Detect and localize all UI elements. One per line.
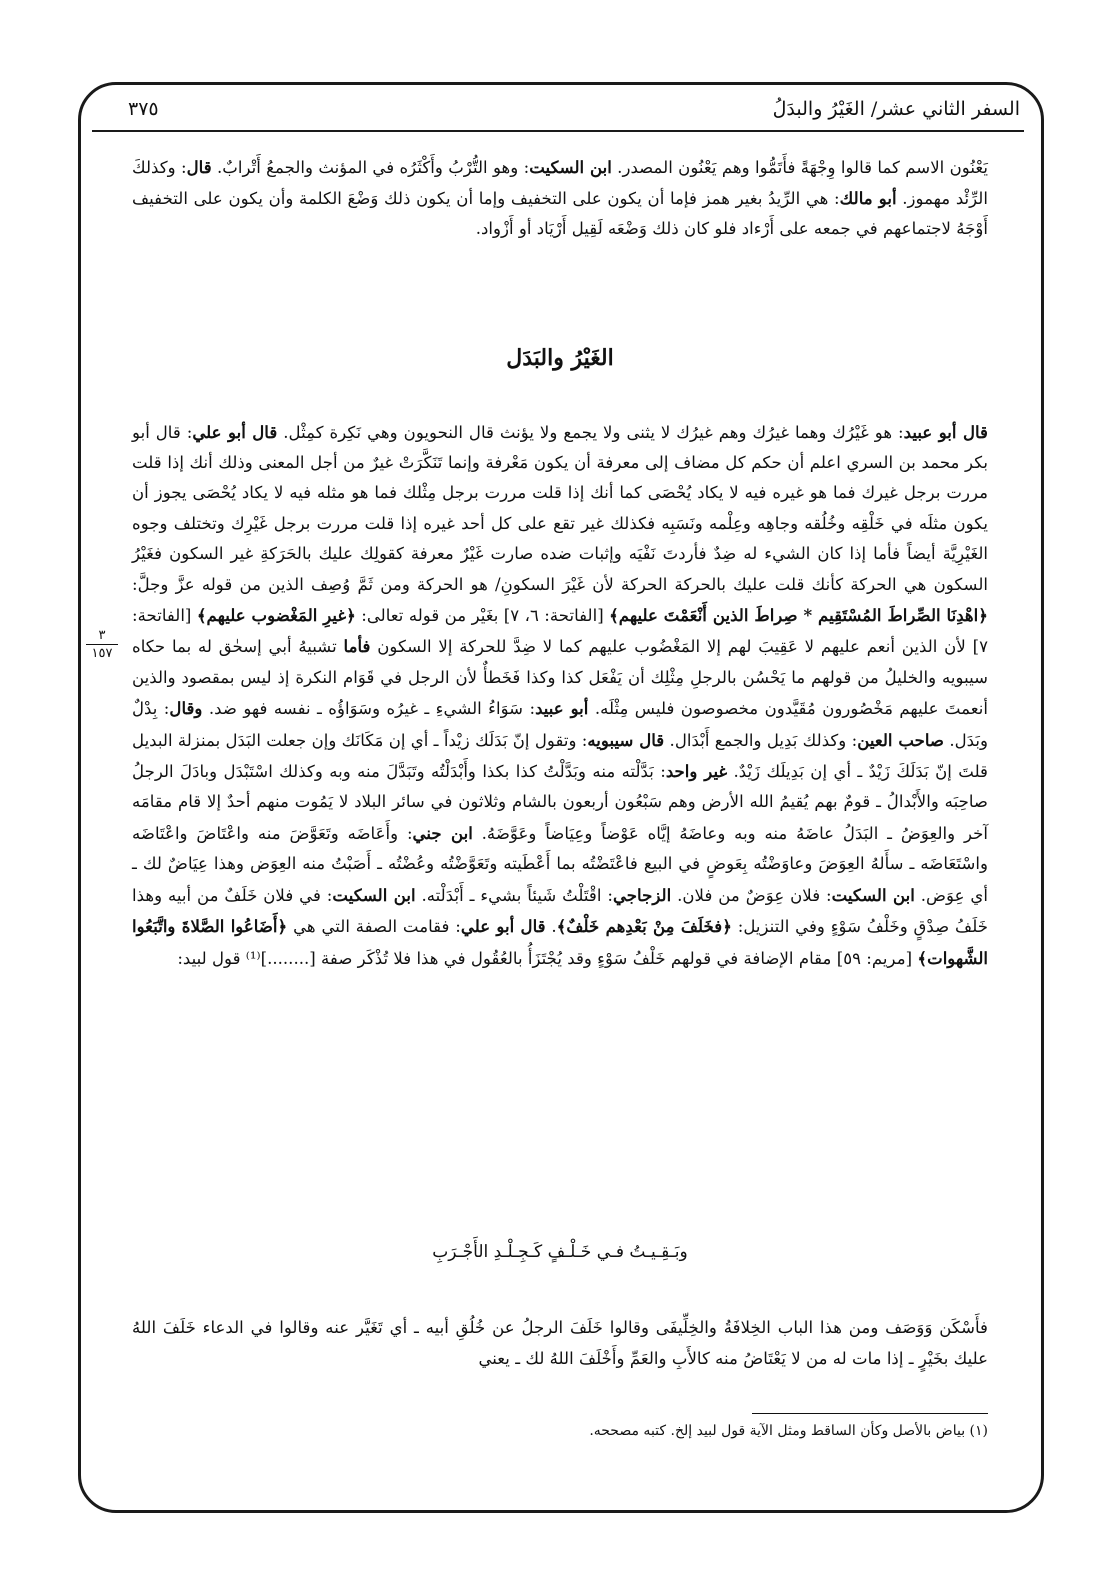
footnote-rule <box>752 1413 988 1414</box>
text-run: : وأَعَاضَه وتَعَوَّضَ منه واعْتَاضَ واعْتَاضَه واسْتَعَاضَه ـ سأَلهُ العِوَضَ وعاوَضْتُه بِعَوضٍ في البيع فاعْتَضْتُه بما أَعْطَيته وتَعَوَّضْتُه وعُضْتُه ـ أَصَبْتُ منه العِوَض وهذا عِيَاضٌ لك ـ أي عِوَض. <box>132 823 989 905</box>
text-run: [الفاتحة: ٦، ٧] بغَيْر من قوله تعالى: <box>355 606 610 626</box>
text-run: : وتقول إنّ بَدَلَك زيْداً ـ أي إن مَكَانَك وإن جعلت البَدَل بمنزلة البديل قلتَ إنّ بَدَلَكَ زَيْدٌ ـ أي إن بَدِيلَك زَيْدٌ. <box>132 730 988 782</box>
bold-term: قال أبو علي <box>460 916 546 937</box>
bold-term: ﴿أَضَاعُوا الصَّلاةَ واتَّبَعُوا الشَّهوات﴾ <box>132 916 988 968</box>
bold-term: ﴿فخَلَفَ مِنْ بَعْدِهم خَلْفٌ﴾ <box>556 916 732 937</box>
closing-paragraph-text <box>132 1312 988 1374</box>
text-run: : فقامت الصفة التي هي <box>287 917 461 937</box>
text-run: : وكذلك بَدِيل والجمع أَبْدَال. <box>664 730 858 750</box>
bold-term: الزجاجي <box>612 884 672 905</box>
main-body <box>132 400 988 991</box>
bold-term: ابن السكيت <box>831 884 915 905</box>
bold-term: قال <box>186 157 212 177</box>
text-run: . <box>545 917 557 937</box>
text-run: تشبيهُ أبي إسحٰق له بما حكاه سيبويه والخليلُ من قولهم ما يَحْسُن بالرجلِ مِثْلِك أن يَفْعَل كذا وكذا فَخَطأٌ لأن الرجل في قَوَام النكرة إذ ليس بمقصود والذين أنعمتَ عليهم مَخْصُورون مُقَيَّدون مخصوصون فليس مِثْلَه. <box>132 637 988 719</box>
footnote: (١) بياض بالأصل وكأن الساقط ومثل الآية قول لبيد إلخ. كتبه مصححه. <box>589 1423 988 1439</box>
bold-term: أبو مالك <box>839 188 897 208</box>
text-run: : هي الرِّيدُ بغير همز فإما أن يكون على التخفيف وإما أن يكون ذلك وَضْعَ الكلمة وأن يكون على التخفيف أَوْجَهُ لاجتماعهم في جمعه على أَرْءاد فلو كان ذلك وَضْعَه لَقِيل أَرْيَاد أو أَزْواد. <box>132 189 988 238</box>
text-run: [مريم: ٥٩] مقام الإضافة في قولهم خَلْفُ سَوْءٍ وقد يُجْتَزَأُ بالعُقُول في هذا فلا تُذْكَر صفة [........] <box>260 948 918 968</box>
text-run: : قال أبو بكر محمد بن السري اعلم أن حكم كل مضاف إلى معرفة أن يكون مَعْرفة وإنما تَنَكَّرَتْ غيرٌ من أجل المعنى وذلك أنك إذا قلت مررت برجل غيرك فما هو غيره فيه لا يكاد يُحْصَى كما أنك إذا قلت مررت برجل مِثْلك فما هو مثله فيه لا يكاد يُحْصَى يجوز أن يكون مثلَه في خَلْقِه وخُلُقه وجاهِه وعِلْمه ونَسَبِه فكذلك غير تقع على كل أحد غيره إذا قلت مررت برجل غَيْرِك وتختلف وجوه الغَيْرِيَّة أيضاً فأما إذا كان الشيء له ضِدٌ فأردتَ نَفْيَه وإثبات ضده صارت غَيْرٌ معرفة كقولِك عليك بالحَرَكةِ غير السكون فغَيْرُ السكون هي الحركة كأنك قلت عليك بالحركة الحركة لأن غَيْرَ السكونِ/ هو الحركة ومن ثَمَّ وُصِف الذين من قوله عزَّ وجلَّ: <box>132 422 988 594</box>
bold-term: ابن جني <box>412 822 473 843</box>
margin-ref-bottom: ١٥٧ <box>91 646 113 661</box>
text-run: : فلان عِوَضٌ من فلان. <box>671 885 832 905</box>
text-run: : في فلان خَلَفٌ من أبيه وهذا خَلَفُ صِدْقٍ وخَلْفُ سَوْءٍ وفي التنزيل: <box>132 885 988 937</box>
text-run: : سَوَاءُ الشيءِ ـ غيرُه وسَوَاؤُه ـ نفسه فهو ضد. <box>202 699 536 719</box>
bold-term: قال أبو عبيد <box>903 421 988 442</box>
text-run: : وهو التُّرْبُ وأَكْثَرُه في المؤنث والجمعُ أَتْرابٌ. <box>211 158 530 177</box>
bold-term: ﴿غيرِ المَغْضوب عليهم﴾ <box>196 605 356 626</box>
bold-term: ابن السكيت <box>332 884 416 905</box>
text-run: فأَسْكَن وَوَصَف ومن هذا الباب الخِلافَةُ والخِلِّيفَى وقالوا خَلَفَ الرجلُ عن خُلُقِ أبيه ـ أي تَغَيَّر عنه وقالوا في الدعاء خَلَفَ اللهُ عليك بخَيْرٍ ـ إذا مات له من لا يَعْتَاضُ منه كالأَبِ والعَمِّ وأَخْلَفَ اللهُ لك ـ يعني <box>132 1317 988 1368</box>
text-run: : بِدْلٌ وبَدَل. <box>132 699 988 750</box>
margin-ref-top: ٣ <box>98 628 106 643</box>
text-run: : وكذلكَ الرِّئْد مهموز. <box>132 158 988 208</box>
text-run: ⁽¹⁾ <box>245 948 261 968</box>
bold-term: قال أبو علي <box>192 421 278 442</box>
text-run: قول لبيد: <box>177 948 246 968</box>
running-head: السفر الثاني عشر/ الغَيْرُ والبدَلُ <box>772 98 1020 120</box>
margin-ref-divider <box>86 644 118 645</box>
top-paragraph <box>132 152 988 244</box>
bold-term: ﴿اهْدِنَا الصِّراطَ المُسْتَقِيم * صِراطَ الذين أَنْعَمْتَ عليهم﴾ <box>609 605 988 626</box>
bold-term: فأما <box>343 636 371 657</box>
text-run: : بَدَّلْته منه وبَدَّلْتُ كذا بكذا وأَبْدَلْتُه وتَبَدَّلَ منه وبه وكذلك اسْتَبْدَل وبادَلَ الرجلُ صاحِبَه والأَبْدالُ ـ قومٌ بهم يُقيمُ الله الأرض وهم سَبْعُون أربعون بالشام وثلاثون في سائر البلاد لا يَمُوت منهم أحدٌ إلا قام مقامَه آخر والعِوَضُ ـ البَدَلُ عاضَهُ منه وبه وعاضَهُ إيَّاه عَوْضاً وعِيَاضاً وعَوَّضَهُ. <box>132 762 988 843</box>
bold-term: غير واحد <box>665 761 728 782</box>
text-run: : هو غَيْرُك وهما غيرُك وهم غيرُك لا يثنى ولا يجمع ولا يؤنث قال النحويون وهي نَكِرة كمِثْل. <box>277 422 904 442</box>
verse-line: وبَـقِـيـتُ فـي خَـلْـفٍ كَـجِـلْـدِ الأَجْـرَبِ <box>432 1242 688 1262</box>
bold-term: أبو عبيد <box>535 698 589 719</box>
bold-term: ابن السكيت <box>529 157 612 177</box>
page-number: ٣٧٥ <box>128 98 159 120</box>
text-run: [الفاتحة: ٧] لأن الذين أنعم عليهم لا عَقِيبَ لهم إلا المَغْضُوب عليهم كما لا ضِدَّ للحركة إلا السكون <box>132 606 989 657</box>
closing-paragraph <box>132 1295 988 1390</box>
text-run: يَعْنُون الاسم كما قالوا وِجْهَةً فأَتَمُّوا وهم يَعْنُون المصدر. <box>611 158 989 177</box>
bold-term: وقال <box>169 698 203 719</box>
text-run: : اقْتَلْتُ شَيئاً بشيء ـ أَبْدَلْته. <box>415 885 613 905</box>
bold-term: قال سيبويه <box>587 729 665 750</box>
header-rule <box>92 130 1024 132</box>
margin-reference <box>80 628 124 661</box>
main-body-text <box>132 417 988 974</box>
section-title: الغَيْرُ والبَدَل <box>506 345 614 371</box>
bold-term: صاحب العين <box>857 729 945 750</box>
top-paragraph-text <box>132 152 988 244</box>
